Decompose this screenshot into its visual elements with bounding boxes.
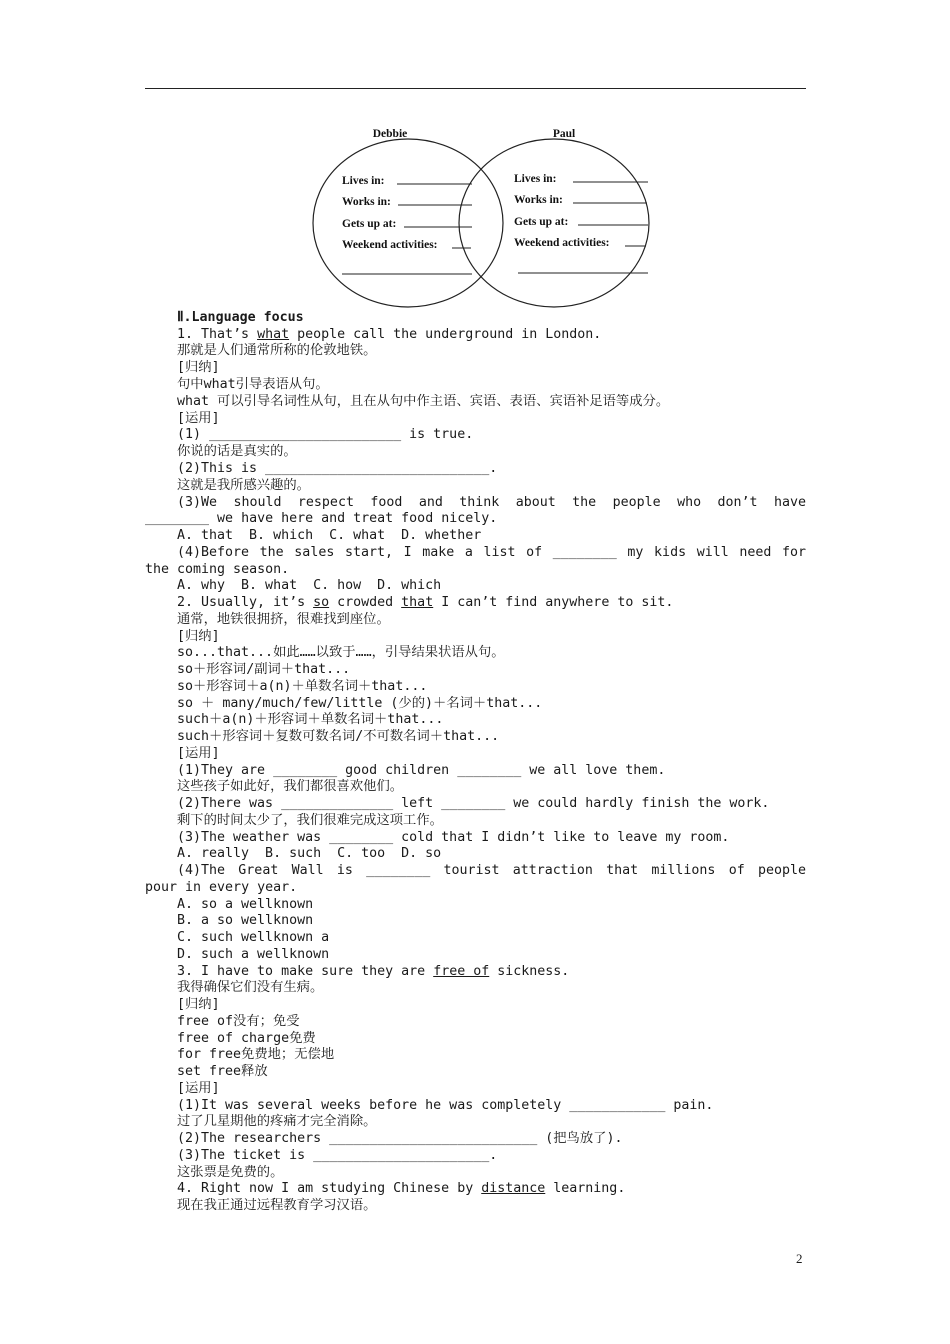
q3-practice-2: (2)The researchers __________________________ (把鸟放了).	[177, 1131, 623, 1146]
q2-underlined: that	[401, 595, 434, 610]
q2-practice-2: (2)There was ______________ left ________ we could hardly finish the work.	[177, 796, 770, 811]
q3-text: sickness.	[489, 964, 570, 979]
q3-text: 3. I have to make sure they are	[177, 964, 434, 979]
q1-practice-3: (3)We should respect food and think about the people who don’t have	[177, 495, 806, 510]
q2-option-d: D. such a wellknown	[177, 947, 330, 962]
summary-tag: [归纳]	[177, 629, 220, 644]
q1-practice-1: (1) ________________________ is true.	[177, 427, 474, 442]
q1-practice-3-cont: ________ we have here and treat food nicely.	[145, 511, 498, 526]
q3-underlined: free of	[433, 964, 490, 979]
q1-text: 1. That’s	[177, 327, 258, 342]
section-title: Ⅱ.Language focus	[177, 310, 304, 325]
q2-note: so＋形容词/副词＋that...	[177, 662, 351, 677]
venn-right-works: Works in:	[514, 194, 563, 206]
q2-sentence	[177, 595, 673, 612]
q2-option-b: B. a so wellknown	[177, 913, 314, 928]
q2-practice-1-cn: 这些孩子如此好，我们都很喜欢他们。	[177, 779, 404, 794]
q3-practice-3-cn: 这张票是免费的。	[177, 1165, 284, 1180]
venn-right-gets-up: Gets up at:	[514, 216, 569, 228]
q2-practice-4-cont: pour in every year.	[145, 880, 298, 895]
practice-tag: [运用]	[177, 1081, 220, 1096]
venn-left-works: Works in:	[342, 196, 391, 208]
summary-tag: [归纳]	[177, 997, 220, 1012]
q2-practice-2-cn: 剩下的时间太少了，我们很难完成这项工作。	[177, 813, 443, 828]
venn-diagram	[300, 118, 660, 310]
q3-practice-1-cn: 过了几星期他的疼痛才完全消除。	[177, 1114, 377, 1129]
q1-practice-4: (4)Before the sales start, I make a list of ________ my kids will need for	[177, 545, 806, 560]
q1-underlined: what	[257, 327, 290, 342]
q3-note: free of没有；免受	[177, 1014, 300, 1029]
q2-text: crowded	[329, 595, 402, 610]
q4-text: learning.	[545, 1181, 626, 1196]
practice-tag: [运用]	[177, 411, 220, 426]
q1-translation: 那就是人们通常所称的伦敦地铁。	[177, 343, 377, 358]
q1-sentence	[177, 327, 601, 344]
q2-practice-4: (4)The Great Wall is ________ tourist attraction that millions of people	[177, 863, 806, 878]
q2-translation: 通常，地铁很拥挤，很难找到座位。	[177, 612, 390, 627]
q1-text: people call the underground in London.	[289, 327, 602, 342]
q2-option-a: A. so a wellknown	[177, 897, 314, 912]
practice-tag: [运用]	[177, 746, 220, 761]
q4-text: 4. Right now I am studying Chinese by	[177, 1181, 482, 1196]
q1-note: what 可以引导名词性从句，且在从句中作主语、宾语、表语、宾语补足语等成分。	[177, 394, 670, 409]
q2-practice-1: (1)They are ________ good children ________ we all love them.	[177, 763, 666, 778]
q3-translation: 我得确保它们没有生病。	[177, 980, 324, 995]
q1-practice-4-cont: the coming season.	[145, 562, 290, 577]
q2-text: 2. Usually, it’s	[177, 595, 314, 610]
q3-practice-3: (3)The ticket is ______________________.	[177, 1148, 498, 1163]
q2-note: such＋形容词＋复数可数名词/不可数名词＋that...	[177, 729, 500, 744]
header-rule	[145, 88, 806, 89]
q1-practice-1-cn: 你说的话是真实的。	[177, 444, 297, 459]
page-number: 2	[796, 1251, 803, 1266]
q3-note: set free释放	[177, 1064, 268, 1079]
q2-practice-3: (3)The weather was ________ cold that I didn’t like to leave my room.	[177, 830, 730, 845]
q4-sentence	[177, 1181, 625, 1198]
venn-right-title: Paul	[552, 128, 576, 140]
q2-note: so...that...如此……以致于……，引导结果状语从句。	[177, 645, 505, 660]
q1-practice-2: (2)This is ____________________________.	[177, 461, 498, 476]
venn-right-lives: Lives in:	[514, 173, 557, 185]
q3-sentence	[177, 964, 569, 981]
q1-practice-4-options: A. why B. what C. how D. which	[177, 578, 442, 593]
venn-right-weekend: Weekend activities:	[514, 237, 610, 249]
q4-underlined: distance	[481, 1181, 546, 1196]
venn-left-gets-up: Gets up at:	[342, 218, 397, 230]
q4-translation: 现在我正通过远程教育学习汉语。	[177, 1198, 377, 1213]
q3-note: free of charge免费	[177, 1031, 316, 1046]
q1-practice-2-cn: 这就是我所感兴趣的。	[177, 478, 310, 493]
q2-note: so ＋ many/much/few/little (少的)＋名词＋that...	[177, 696, 543, 711]
venn-left-title: Debbie	[372, 128, 408, 140]
q2-option-c: C. such wellknown a	[177, 930, 330, 945]
venn-left-weekend: Weekend activities:	[342, 239, 438, 251]
q2-practice-3-options: A. really B. such C. too D. so	[177, 846, 442, 861]
q1-practice-3-options: A. that B. which C. what D. whether	[177, 528, 482, 543]
q3-note: for free免费地；无偿地	[177, 1047, 335, 1062]
venn-left-lives: Lives in:	[342, 175, 385, 187]
q2-note: so＋形容词＋a(n)＋单数名词＋that...	[177, 679, 428, 694]
q1-note: 句中what引导表语从句。	[177, 377, 329, 392]
q2-underlined: so	[313, 595, 330, 610]
q2-text: I can’t find anywhere to sit.	[433, 595, 674, 610]
summary-tag: [归纳]	[177, 360, 220, 375]
q2-note: such＋a(n)＋形容词＋单数名词＋that...	[177, 712, 444, 727]
q3-practice-1: (1)It was several weeks before he was completely ____________ pain.	[177, 1098, 714, 1113]
